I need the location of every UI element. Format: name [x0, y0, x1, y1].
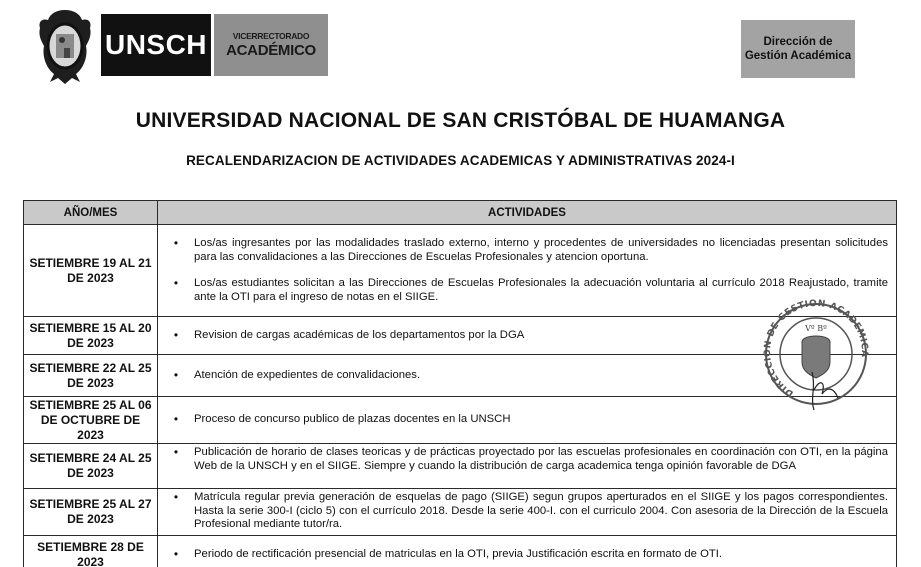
- bullet-icon: •: [173, 367, 179, 382]
- activity-text: Publicación de horario de clases teoricas y de prácticas proyectado por las escuelas profesionales en coordinación con OTI, en la página Web de la UNSCH y en el SIIGE. Siempre y cuando la distribución de carga academica tenga opinión favorable de DGA: [194, 446, 888, 472]
- column-header-date: AÑO/MES: [24, 201, 158, 225]
- stamp-center-text: Vº Bº: [805, 324, 827, 333]
- dga-logo: [741, 20, 855, 78]
- activity-text: Matrícula regular previa generación de esquelas de pago (SIIGE) segun grupos aperturados en el SIIGE y los pagos correspondientes. Hasta la serie 300-I (ciclo 5) con el currículo 2018. Desde la serie 400-I. con el curriculo 2004. Con asesoria de la Dirección de la Escuela Profesional mediante tutor/ra.: [194, 491, 888, 530]
- activity-text: Los/as estudiantes solicitan a las Direcciones de Escuelas Profesionales la adecuación voluntaria al currículo 2018 Reajustado, tramite ante la OTI para el ingreso de notas en el SIIGE.: [194, 277, 888, 303]
- row-date: SETIEMBRE 24 AL 25 DE 2023: [24, 444, 158, 489]
- university-crest-icon: [36, 6, 94, 86]
- activity-item: [158, 329, 888, 343]
- table-row: [24, 355, 897, 397]
- activity-text: Periodo de rectificación presencial de matriculas en la OTI, previa Justificación escrita en formato de OTI.: [194, 547, 723, 560]
- row-activities: [158, 489, 897, 536]
- bullet-icon: •: [173, 546, 179, 561]
- activity-text: Revision de cargas académicas de los departamentos por la DGA: [194, 328, 525, 341]
- stamp-ring-text: DIRECCION DE GESTION ACADEMICA: [762, 298, 870, 399]
- row-activities: [158, 355, 897, 397]
- vicerrectorado-label: VICERRECTORADO: [232, 31, 310, 41]
- document-title: UNIVERSIDAD NACIONAL DE SAN CRISTÓBAL DE HUAMANGA: [135, 109, 786, 132]
- unsch-logo: UNSCH: [101, 14, 211, 76]
- table-row: [24, 536, 897, 567]
- activity-item: [158, 369, 888, 383]
- calendar-table: [23, 200, 897, 567]
- dga-line-1: Dirección de: [763, 36, 833, 48]
- bullet-icon: •: [173, 445, 179, 459]
- table-row: [24, 317, 897, 355]
- dga-line-2: Gestión Académica: [744, 50, 852, 62]
- row-date: SETIEMBRE 25 AL 27 DE 2023: [24, 489, 158, 536]
- table-row: [24, 225, 897, 317]
- bullet-icon: •: [173, 490, 179, 504]
- table-row: [24, 489, 897, 536]
- row-date: SETIEMBRE 25 AL 06 DE OCTUBRE DE 2023: [24, 397, 158, 444]
- document-subtitle: RECALENDARIZACION DE ACTIVIDADES ACADEMICAS Y ADMINISTRATIVAS 2024-I: [186, 153, 735, 168]
- activity-text: Proceso de concurso publico de plazas docentes en la UNSCH: [194, 413, 511, 426]
- bullet-icon: •: [173, 276, 179, 290]
- row-activities: [158, 536, 897, 567]
- row-activities: [158, 225, 897, 317]
- activity-item: [158, 413, 888, 427]
- activity-item: [158, 491, 888, 532]
- activity-item: [158, 548, 888, 562]
- row-date: SETIEMBRE 28 DE 2023: [24, 536, 158, 567]
- table-row: [24, 397, 897, 444]
- activity-item: [158, 446, 888, 473]
- activity-item: [158, 237, 888, 264]
- activity-text: Atención de expedientes de convalidaciones.: [194, 368, 421, 381]
- row-date: SETIEMBRE 22 AL 25 DE 2023: [24, 355, 158, 397]
- row-activities: [158, 317, 897, 355]
- activity-text: Los/as ingresantes por las modalidades traslado externo, interno y procedentes de universidades no licenciadas presentan solicitudes para las convalidaciones a las Direcciones de Escuelas Profesionales y atencion oportuna.: [194, 237, 888, 263]
- row-activities: [158, 397, 897, 444]
- table-row: [24, 444, 897, 489]
- column-header-activities: ACTIVIDADES: [158, 201, 897, 225]
- vicerrectorado-logo: [214, 14, 328, 76]
- academico-label: ACADÉMICO: [226, 42, 316, 59]
- row-activities: [158, 444, 897, 489]
- row-date: SETIEMBRE 15 AL 20 DE 2023: [24, 317, 158, 355]
- activity-item: [158, 277, 888, 304]
- bullet-icon: •: [173, 236, 179, 250]
- bullet-icon: •: [173, 327, 179, 342]
- row-date: SETIEMBRE 19 AL 21 DE 2023: [24, 225, 158, 317]
- bullet-icon: •: [173, 412, 179, 427]
- table-header-row: [24, 201, 897, 225]
